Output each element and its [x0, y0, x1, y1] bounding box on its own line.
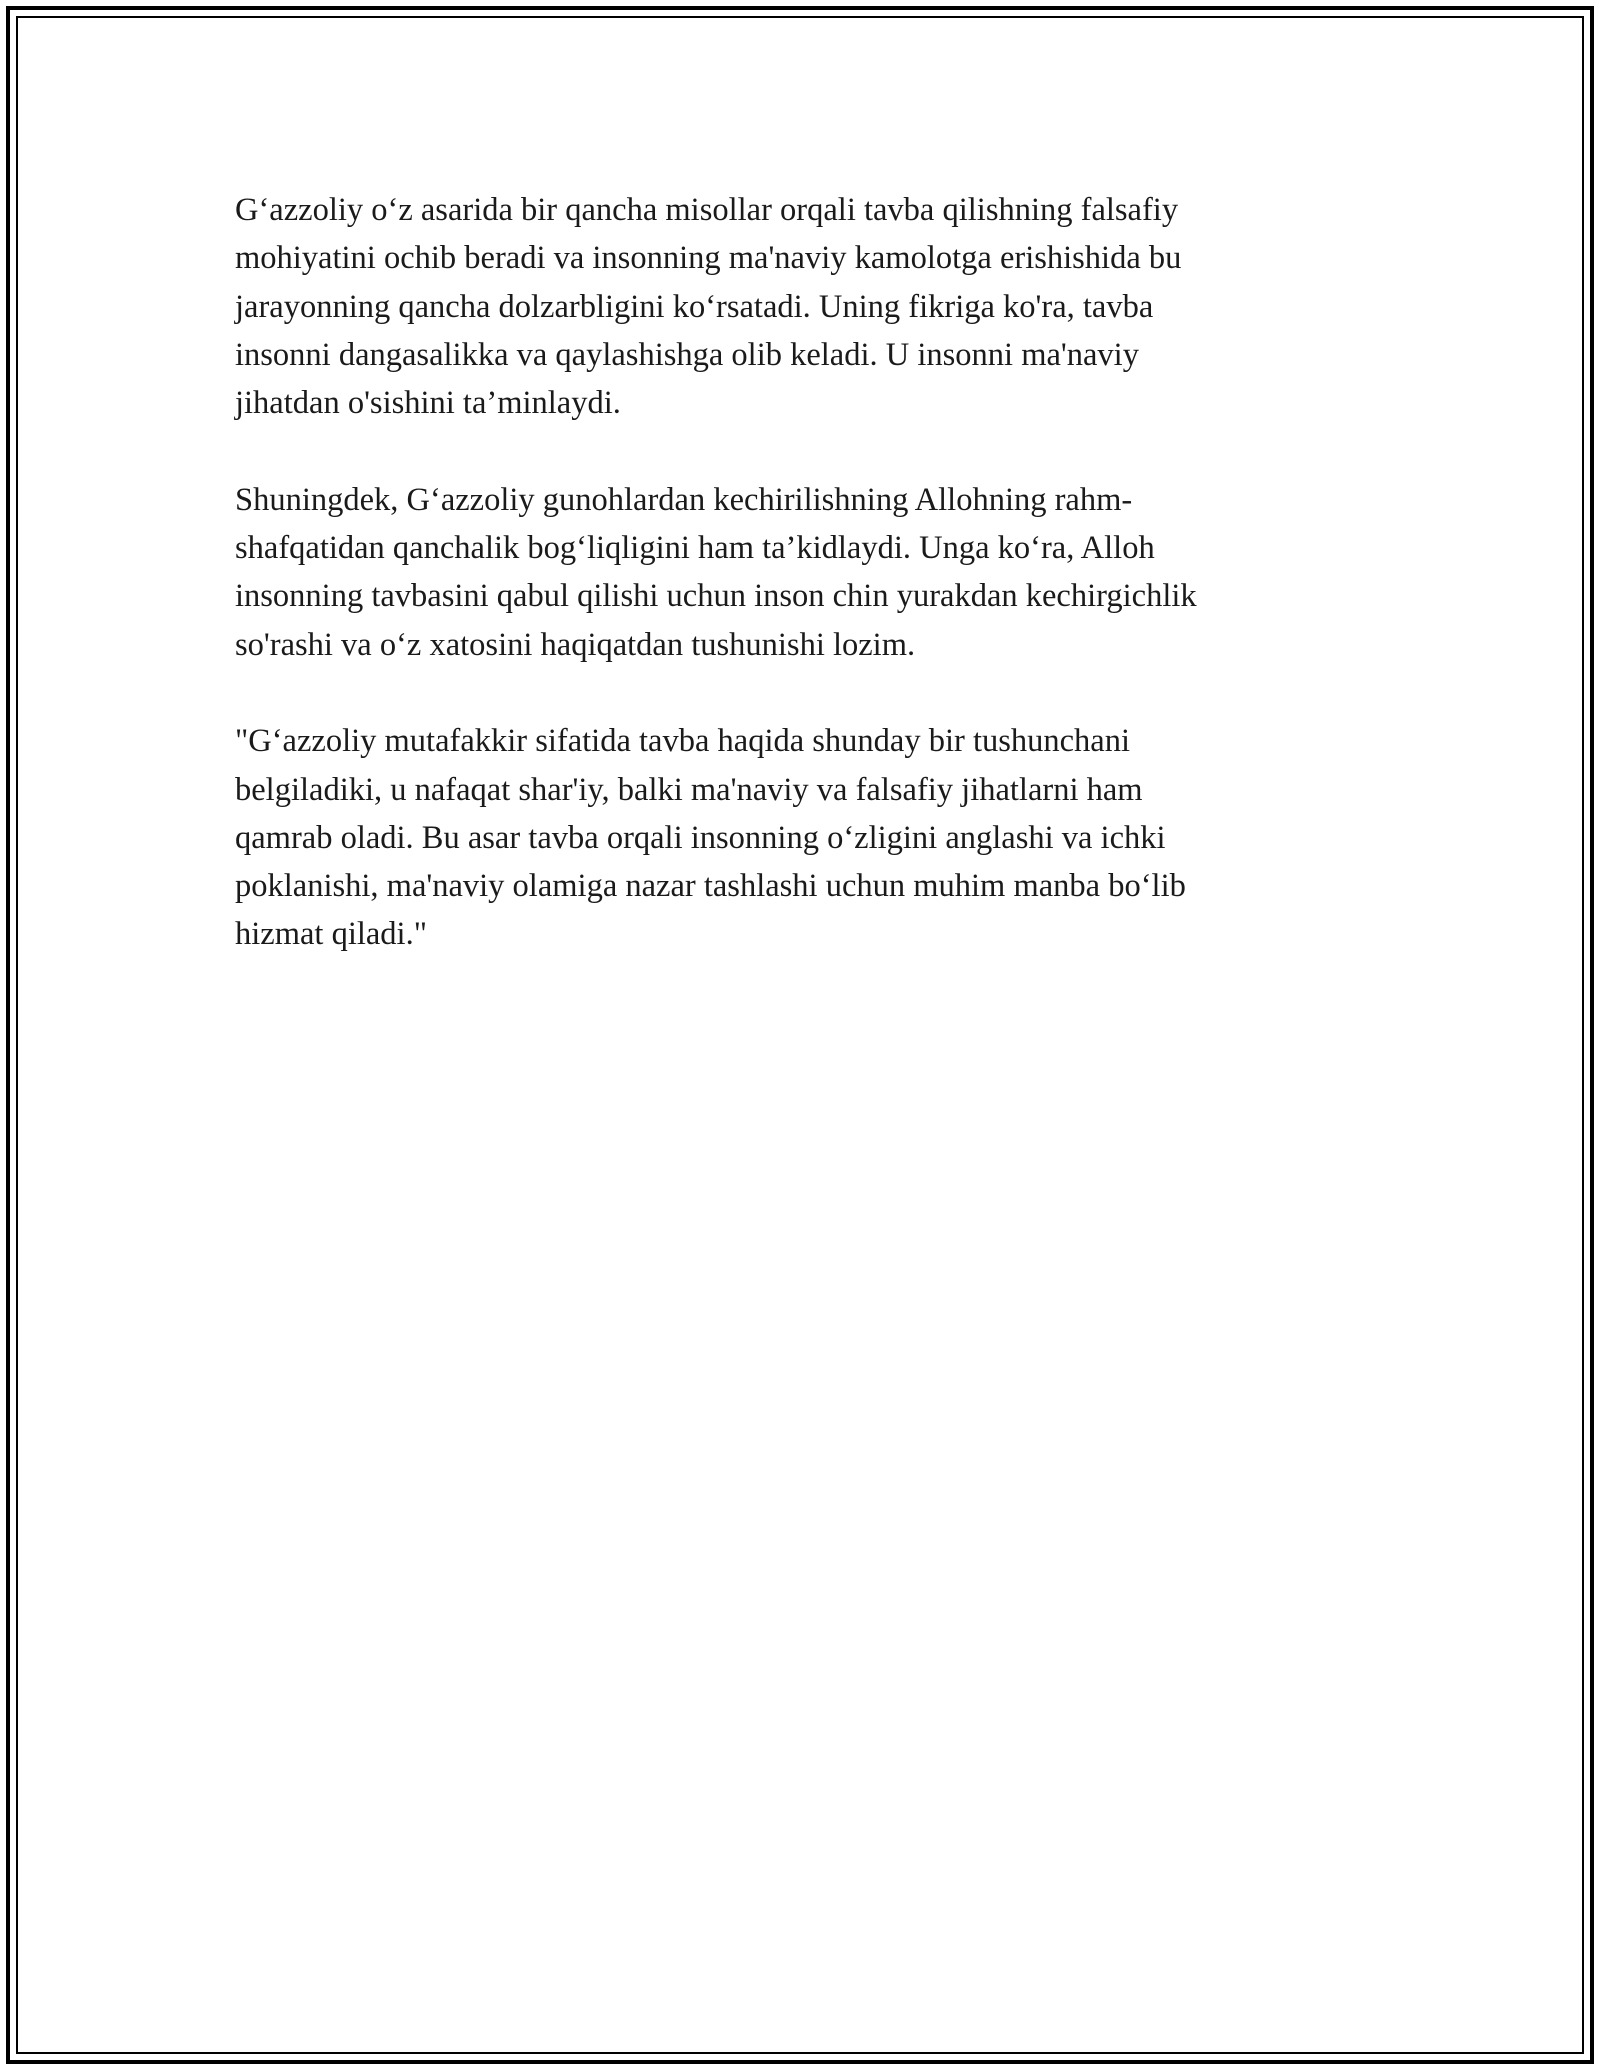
text-line: jarayonning qancha dolzarbligini ko‘rsatadi. Uning fikriga ko'ra, tavba	[235, 288, 1154, 325]
text-line: "G‘azzoliy mutafakkir sifatida tavba haqida shunday bir tushunchani	[235, 723, 1131, 760]
text-line: poklanishi, ma'naviy olamiga nazar tashlashi uchun muhim manba bo‘lib	[235, 868, 1186, 905]
text-line: insonni dangasalikka va qaylashishga olib keladi. U insonni ma'naviy	[235, 336, 1139, 373]
text-line: shafqatidan qanchalik bog‘liqligini ham ta’kidlaydi. Unga ko‘ra, Alloh	[235, 530, 1155, 567]
paragraph-2	[235, 476, 1345, 669]
text-line: belgiladiki, u nafaqat shar'iy, balki ma'naviy va falsafiy jihatlarni ham	[235, 771, 1143, 808]
document-body	[235, 186, 1345, 1007]
text-line: Shuningdek, G‘azzoliy gunohlardan kechirilishning Allohning rahm-	[235, 481, 1133, 518]
text-line: jihatdan o'sishini ta’minlaydi.	[235, 385, 621, 422]
text-line: insonning tavbasini qabul qilishi uchun inson chin yurakdan kechirgichlik	[235, 578, 1197, 615]
paragraph-3	[235, 717, 1345, 958]
text-line: mohiyatini ochib beradi va insonning ma'naviy kamolotga erishishida bu	[235, 240, 1182, 277]
text-line: qamrab oladi. Bu asar tavba orqali insonning o‘zligini anglashi va ichki	[235, 819, 1166, 856]
text-line: so'rashi va o‘z xatosini haqiqatdan tushunishi lozim.	[235, 626, 916, 663]
text-line: G‘azzoliy o‘z asarida bir qancha misollar orqali tavba qilishning falsafiy	[235, 192, 1179, 228]
paragraph-1	[235, 186, 1345, 427]
text-line: hizmat qiladi."	[235, 916, 427, 953]
